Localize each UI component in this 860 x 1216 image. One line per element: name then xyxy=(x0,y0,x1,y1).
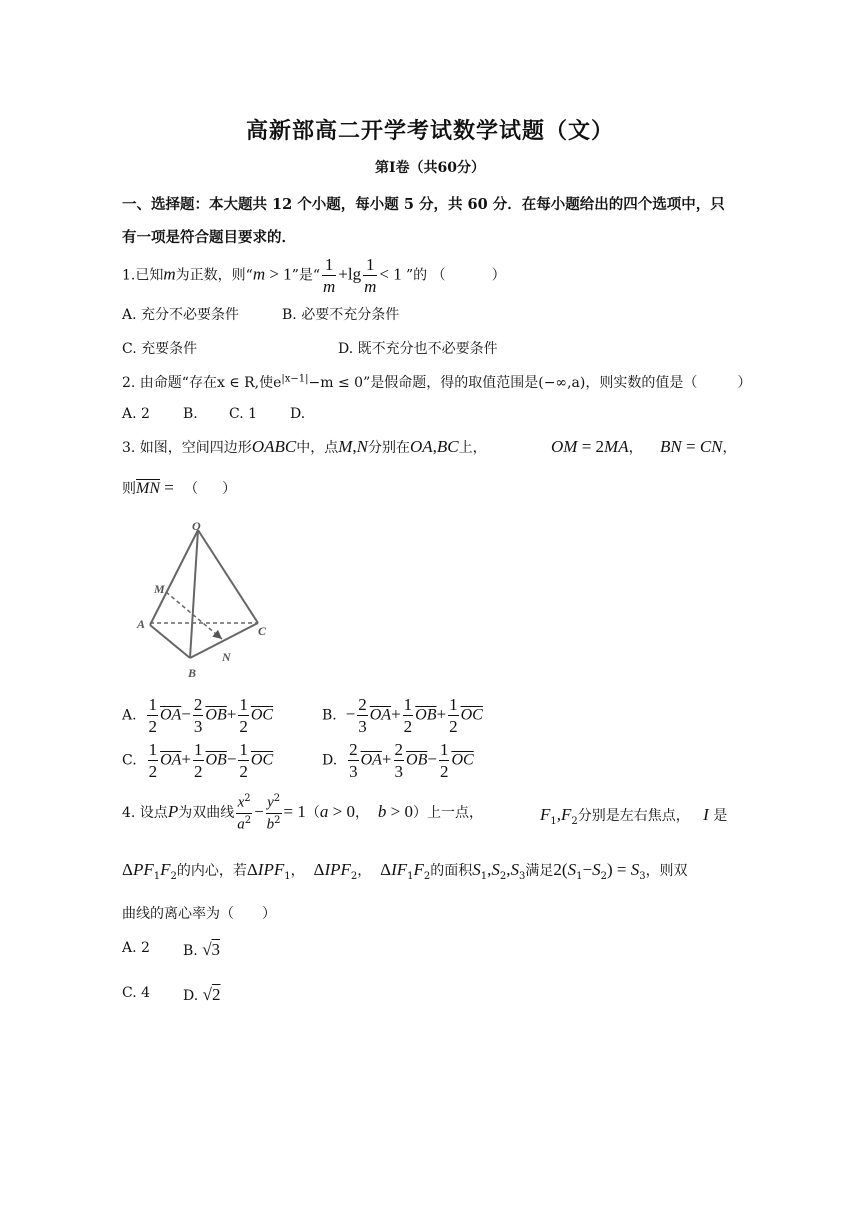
question-3-line1: 3. 如图，空间四边形OABC中，点M,N分别在OA,BC上， xyxy=(122,437,487,456)
tetrahedron-figure xyxy=(118,515,288,690)
question-3-line2: 则$\overline{MN}$ = （ ） xyxy=(122,478,237,497)
label-o: O xyxy=(192,519,201,533)
q3-option-c: C. $\frac{1}{2}$ $\overline{OA}+$ $\frac{1}{2}$ $\overline{OB}-$ $\frac{1}{2}$ $\overline{OC}$ xyxy=(122,740,274,781)
question-1: 1.已知m为正数，则“m > 1”是“ $\frac{1}{m}$ +lg $\frac{1}{m}$ < 1 ”的 （ ） xyxy=(122,255,506,296)
section-heading-line1: 一、选择题：本大题共 12 个小题，每小题 5 分，共 60 分．在每小题给出的四个选项中，只 xyxy=(122,196,725,213)
question-3-condition-1: OM = 2MA， xyxy=(551,437,643,456)
question-4-line2: $\Delta PF_1F_2$的内心，若$\Delta IPF_1$， $\Delta IPF_2$， $\Delta IF_1F_2$的面积$S_1,S_2,S_3$满足$2(S_1-S_2) = S_3$，则双 xyxy=(122,860,688,882)
edge-oc xyxy=(198,530,258,623)
label-c: C xyxy=(258,624,267,638)
q4-option-b: B. √3 xyxy=(183,940,221,959)
q1-option-b: B. 必要不充分条件 xyxy=(282,307,400,323)
q3-option-b: B. − $\frac{2}{3}$ $\overline{OA}+$ $\frac{1}{2}$ $\overline{OB}+$ $\frac{1}{2}$ $\overline{OC}$ xyxy=(322,695,483,736)
label-b: B xyxy=(188,666,197,680)
page-title: 高新部高二开学考试数学试题（文） xyxy=(245,118,614,144)
question-4-foci: $F_1,F_2$分别是左右焦点， I 是 xyxy=(540,805,728,827)
q4-option-a: A. 2 xyxy=(122,940,150,956)
q3-option-d: D. $\frac{2}{3}$ $\overline{OA}+$ $\frac{2}{3}$ $\overline{OB}-$ $\frac{1}{2}$ $\overline{OC}$ xyxy=(322,740,474,781)
edge-ob xyxy=(190,530,198,658)
question-2: 2. 由命题“存在x ∈ R,使$e^{|x-1|}-m \le 0$”是假命题，得的取值范围是(−∞,a)，则实数的值是（ ） xyxy=(122,373,752,391)
q1-option-d: D. 既不充分也不必要条件 xyxy=(338,341,498,357)
q1-option-c: C. 充要条件 xyxy=(122,341,198,357)
part-heading: 第Ⅰ卷（共60分） xyxy=(374,160,486,176)
q2-option-b: B. xyxy=(183,406,198,422)
q4-option-c: C. 4 xyxy=(122,985,151,1001)
q2-option-a: A. 2 xyxy=(122,406,150,422)
label-n: N xyxy=(222,650,231,664)
edge-ab xyxy=(150,625,190,658)
question-4-line3: 曲线的离心率为（ ） xyxy=(122,906,276,922)
q3-option-a: A. $\frac{1}{2}$ $\overline{OA}-$ $\frac{2}{3}$ $\overline{OB}+$ $\frac{1}{2}$ $\overline{OC}$ xyxy=(122,695,274,736)
edge-oa xyxy=(150,530,198,625)
q1-option-a: A. 充分不必要条件 xyxy=(122,307,240,323)
q2-option-c: C. 1 xyxy=(229,406,258,422)
question-4-line1: 4. 设点P为双曲线 $\frac{x^2}{a^2}$ − $\frac{y^2}{b^2}$ = 1（a > 0， b > 0）上一点， xyxy=(122,793,483,833)
q4-option-d: D. √2 xyxy=(183,985,221,1004)
section-heading-line2: 有一项是符合题目要求的． xyxy=(122,229,296,246)
q2-option-d: D. xyxy=(290,406,306,422)
label-m: M xyxy=(154,582,165,596)
label-a: A xyxy=(137,617,146,631)
question-3-condition-2: BN = CN， xyxy=(660,437,737,456)
